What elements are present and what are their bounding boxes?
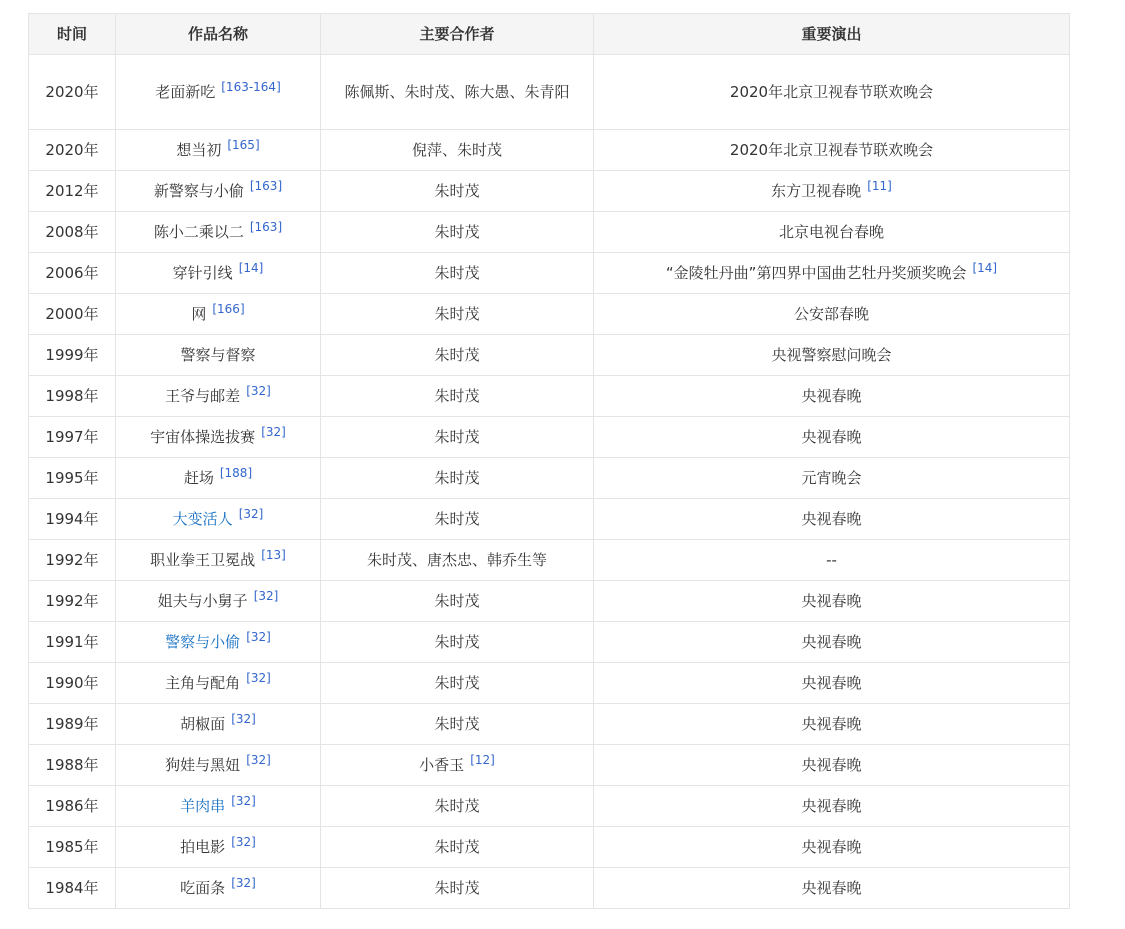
cell-partner xyxy=(321,745,594,786)
cell-title xyxy=(116,868,321,909)
show-text: 央视春晚 xyxy=(801,797,862,815)
year-text: 2008年 xyxy=(45,223,99,241)
cell-title xyxy=(116,212,321,253)
cell-year xyxy=(29,417,116,458)
partner-text: 朱时茂 xyxy=(434,305,480,323)
cell-title xyxy=(116,786,321,827)
year-text: 1997年 xyxy=(45,428,99,446)
cell-partner xyxy=(321,704,594,745)
cell-year xyxy=(29,55,116,130)
cell-title xyxy=(116,417,321,458)
cell-show xyxy=(594,130,1070,171)
cell-partner xyxy=(321,622,594,663)
cell-partner xyxy=(321,417,594,458)
title-reference[interactable]: [32] xyxy=(246,671,271,685)
cell-title xyxy=(116,540,321,581)
cell-year xyxy=(29,294,116,335)
table-row xyxy=(29,130,1070,171)
cell-show xyxy=(594,294,1070,335)
show-reference[interactable]: [11] xyxy=(867,179,892,193)
cell-title xyxy=(116,253,321,294)
title-reference[interactable]: [32] xyxy=(231,712,256,726)
year-text: 1998年 xyxy=(45,387,99,405)
show-text: 央视春晚 xyxy=(801,756,862,774)
title-text: 拍电影 xyxy=(180,838,226,856)
cell-show xyxy=(594,55,1070,130)
table-row xyxy=(29,540,1070,581)
year-text: 1986年 xyxy=(45,797,99,815)
header-partner: 主要合作者 xyxy=(321,14,594,55)
show-reference[interactable]: [14] xyxy=(972,261,998,275)
title-reference[interactable]: [32] xyxy=(231,876,256,890)
cell-year xyxy=(29,745,116,786)
cell-show xyxy=(594,212,1070,253)
partner-text: 朱时茂 xyxy=(434,387,480,405)
partner-text: 朱时茂 xyxy=(434,510,480,528)
cell-show xyxy=(594,581,1070,622)
cell-partner xyxy=(321,868,594,909)
title-text: 新警察与小偷 xyxy=(153,182,244,200)
table-row xyxy=(29,294,1070,335)
cell-year xyxy=(29,499,116,540)
table-row xyxy=(29,868,1070,909)
partner-text: 朱时茂 xyxy=(434,428,480,446)
cell-partner xyxy=(321,663,594,704)
cell-partner xyxy=(321,540,594,581)
cell-title xyxy=(116,622,321,663)
partner-text: 朱时茂 xyxy=(434,469,480,487)
cell-year xyxy=(29,171,116,212)
year-text: 1984年 xyxy=(45,879,99,897)
year-text: 1994年 xyxy=(45,510,99,528)
table-row xyxy=(29,55,1070,130)
show-text: 央视春晚 xyxy=(801,674,862,692)
cell-partner xyxy=(321,786,594,827)
title-reference[interactable]: [163] xyxy=(249,179,283,193)
cell-title xyxy=(116,745,321,786)
cell-partner xyxy=(321,55,594,130)
partner-text: 朱时茂 xyxy=(434,592,480,610)
cell-show xyxy=(594,417,1070,458)
partner-text: 朱时茂 xyxy=(434,633,480,651)
title-reference[interactable]: [13] xyxy=(261,548,286,562)
table-row xyxy=(29,171,1070,212)
cell-year xyxy=(29,540,116,581)
year-text: 1991年 xyxy=(45,633,99,651)
partner-reference[interactable]: [12] xyxy=(470,753,495,767)
cell-show xyxy=(594,745,1070,786)
show-text: -- xyxy=(826,551,837,569)
cell-partner xyxy=(321,376,594,417)
cell-show xyxy=(594,376,1070,417)
cell-year xyxy=(29,868,116,909)
title-text: 主角与配角 xyxy=(165,674,241,692)
title-text: 警察与督察 xyxy=(180,346,256,364)
title-text: 胡椒面 xyxy=(180,715,226,733)
year-text: 2006年 xyxy=(45,264,99,282)
cell-show xyxy=(594,335,1070,376)
partner-text: 朱时茂 xyxy=(434,715,480,733)
table-row xyxy=(29,376,1070,417)
cell-show xyxy=(594,540,1070,581)
cell-show xyxy=(594,704,1070,745)
partner-text: 朱时茂 xyxy=(434,674,480,692)
title-text: 姐夫与小舅子 xyxy=(157,592,248,610)
show-text: 央视春晚 xyxy=(801,879,862,897)
show-text: 2020年北京卫视春节联欢晚会 xyxy=(729,82,934,101)
title-reference[interactable]: [32] xyxy=(246,384,271,398)
cell-year xyxy=(29,827,116,868)
table-row xyxy=(29,745,1070,786)
title-reference[interactable]: [165] xyxy=(227,138,260,152)
cell-show xyxy=(594,171,1070,212)
title-link[interactable]: 羊肉串 xyxy=(180,797,226,815)
show-text: 北京电视台春晚 xyxy=(778,223,884,241)
cell-year xyxy=(29,786,116,827)
cell-partner xyxy=(321,581,594,622)
title-reference[interactable]: [14] xyxy=(238,261,264,275)
cell-partner xyxy=(321,827,594,868)
table-row xyxy=(29,499,1070,540)
year-text: 1992年 xyxy=(45,592,99,610)
cell-show xyxy=(594,663,1070,704)
show-text: 央视春晚 xyxy=(801,510,862,528)
cell-year xyxy=(29,581,116,622)
cell-year xyxy=(29,376,116,417)
show-text: “金陵牡丹曲”第四界中国曲艺牡丹奖颁奖晚会 xyxy=(665,264,967,282)
table-row xyxy=(29,417,1070,458)
year-text: 2012年 xyxy=(45,182,99,200)
table-header xyxy=(29,14,1070,55)
cell-show xyxy=(594,253,1070,294)
table-row xyxy=(29,622,1070,663)
title-text: 穿针引线 xyxy=(172,264,233,282)
cell-partner xyxy=(321,212,594,253)
cell-year xyxy=(29,253,116,294)
table-row xyxy=(29,253,1070,294)
cell-partner xyxy=(321,294,594,335)
year-text: 2020年 xyxy=(45,141,99,159)
title-text: 想当初 xyxy=(176,141,222,159)
works-table xyxy=(28,13,1070,909)
title-reference[interactable]: [188] xyxy=(219,466,253,480)
partner-text: 朱时茂 xyxy=(434,879,480,897)
year-text: 2000年 xyxy=(45,305,99,323)
partner-text: 朱时茂 xyxy=(434,223,480,241)
title-reference[interactable]: [163-164] xyxy=(221,79,281,94)
title-text: 王爷与邮差 xyxy=(165,387,241,405)
table-row xyxy=(29,827,1070,868)
title-reference[interactable]: [32] xyxy=(253,589,279,603)
show-text: 央视警察慰问晚会 xyxy=(771,346,892,364)
year-text: 2020年 xyxy=(45,82,99,101)
cell-title xyxy=(116,376,321,417)
cell-title xyxy=(116,458,321,499)
show-text: 元宵晚会 xyxy=(801,469,862,487)
cell-partner xyxy=(321,253,594,294)
title-link[interactable]: 警察与小偷 xyxy=(165,633,241,651)
table-row xyxy=(29,458,1070,499)
partner-text: 朱时茂 xyxy=(434,182,480,200)
cell-year xyxy=(29,704,116,745)
title-reference[interactable]: [32] xyxy=(246,753,271,767)
cell-year xyxy=(29,335,116,376)
cell-show xyxy=(594,827,1070,868)
table-row xyxy=(29,212,1070,253)
partner-text: 朱时茂、唐杰忠、韩乔生等 xyxy=(366,551,547,569)
cell-title xyxy=(116,335,321,376)
cell-partner xyxy=(321,335,594,376)
title-reference[interactable]: [32] xyxy=(246,630,271,644)
cell-year xyxy=(29,212,116,253)
table-body xyxy=(29,55,1070,909)
title-reference[interactable]: [32] xyxy=(261,425,286,439)
header-year: 时间 xyxy=(29,14,116,55)
title-text: 老面新吃 xyxy=(155,82,216,101)
title-text: 宇宙体操选拔赛 xyxy=(150,428,256,446)
table-row xyxy=(29,663,1070,704)
cell-partner xyxy=(321,458,594,499)
cell-show xyxy=(594,622,1070,663)
cell-show xyxy=(594,786,1070,827)
title-reference[interactable]: [32] xyxy=(231,835,256,849)
partner-text: 朱时茂 xyxy=(434,346,480,364)
year-text: 1985年 xyxy=(45,838,99,856)
cell-year xyxy=(29,130,116,171)
cell-show xyxy=(594,458,1070,499)
show-text: 央视春晚 xyxy=(801,715,862,733)
title-reference[interactable]: [163] xyxy=(249,220,283,234)
partner-text: 小香玉 xyxy=(419,756,465,774)
cell-show xyxy=(594,499,1070,540)
year-text: 1999年 xyxy=(45,346,99,364)
cell-year xyxy=(29,458,116,499)
year-text: 1995年 xyxy=(45,469,99,487)
cell-title xyxy=(116,581,321,622)
title-link[interactable]: 大变活人 xyxy=(172,510,233,528)
show-text: 央视春晚 xyxy=(801,633,862,651)
table-row xyxy=(29,335,1070,376)
title-reference[interactable]: [32] xyxy=(238,507,264,521)
show-text: 央视春晚 xyxy=(801,387,862,405)
year-text: 1990年 xyxy=(45,674,99,692)
cell-year xyxy=(29,622,116,663)
cell-title xyxy=(116,704,321,745)
title-text: 网 xyxy=(191,305,207,323)
cell-partner xyxy=(321,499,594,540)
cell-partner xyxy=(321,130,594,171)
title-reference[interactable]: [32] xyxy=(231,794,256,808)
header-row xyxy=(29,14,1070,55)
table-row xyxy=(29,786,1070,827)
title-text: 狗娃与黑妞 xyxy=(165,756,241,774)
show-text: 公安部春晚 xyxy=(793,305,869,323)
title-text: 职业拳王卫冕战 xyxy=(150,551,256,569)
show-text: 央视春晚 xyxy=(801,838,862,856)
table-row xyxy=(29,704,1070,745)
show-text: 央视春晚 xyxy=(801,592,862,610)
cell-title xyxy=(116,130,321,171)
show-text: 央视春晚 xyxy=(801,428,862,446)
cell-title xyxy=(116,499,321,540)
show-text: 东方卫视春晚 xyxy=(771,182,862,200)
partner-text: 朱时茂 xyxy=(434,264,480,282)
year-text: 1989年 xyxy=(45,715,99,733)
cell-title xyxy=(116,55,321,130)
year-text: 1992年 xyxy=(45,551,99,569)
cell-show xyxy=(594,868,1070,909)
year-text: 1988年 xyxy=(45,756,99,774)
title-reference[interactable]: [166] xyxy=(212,302,245,316)
title-text: 赶场 xyxy=(183,469,214,487)
cell-title xyxy=(116,827,321,868)
cell-title xyxy=(116,663,321,704)
title-text: 陈小二乘以二 xyxy=(153,223,244,241)
header-title: 作品名称 xyxy=(116,14,321,55)
partner-text: 朱时茂 xyxy=(434,797,480,815)
partner-text: 倪萍、朱时茂 xyxy=(411,141,502,159)
partner-text: 陈佩斯、朱时茂、陈大愚、朱青阳 xyxy=(344,82,570,101)
cell-partner xyxy=(321,171,594,212)
cell-title xyxy=(116,171,321,212)
show-text: 2020年北京卫视春节联欢晚会 xyxy=(729,141,934,159)
cell-title xyxy=(116,294,321,335)
table-row xyxy=(29,581,1070,622)
partner-text: 朱时茂 xyxy=(434,838,480,856)
cell-year xyxy=(29,663,116,704)
title-text: 吃面条 xyxy=(180,879,226,897)
header-show: 重要演出 xyxy=(594,14,1070,55)
